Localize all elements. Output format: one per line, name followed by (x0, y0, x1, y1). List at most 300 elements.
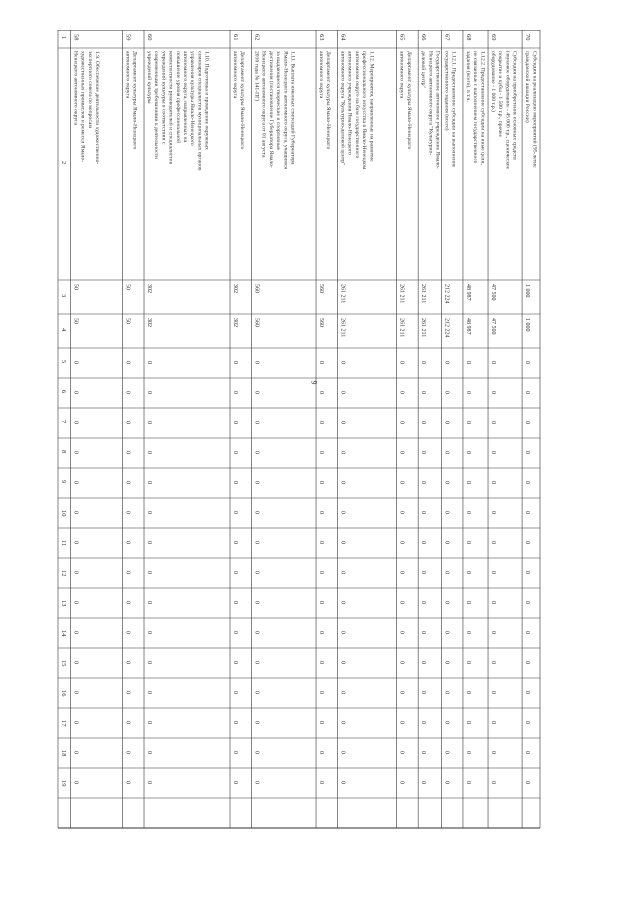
value-zero: 0 (253, 631, 260, 634)
value-zero: 0 (72, 361, 79, 364)
row-name-line: автономного округа (398, 51, 405, 99)
rotated-budget-table (52, 30, 546, 880)
value-zero: 0 (232, 691, 239, 694)
value-zero: 0 (398, 571, 405, 574)
row-name-line: Департамент культуры Ямало-Ненецкого (239, 51, 246, 150)
value-zero: 0 (443, 541, 450, 544)
value-zero: 0 (253, 691, 260, 694)
value-zero: 0 (524, 691, 531, 694)
value-zero: 0 (420, 691, 427, 694)
row-number: 63 (318, 34, 326, 41)
row-name-line: 1.9. Обеспечение деятельности художественно- (94, 51, 101, 165)
column-header-7: 7 (60, 420, 67, 424)
value-col-3: 50 (72, 284, 79, 290)
value-zero: 0 (490, 631, 497, 634)
value-zero: 0 (524, 721, 531, 724)
value-zero: 0 (443, 391, 450, 394)
value-zero: 0 (253, 511, 260, 514)
value-zero: 0 (464, 751, 471, 754)
value-col-4: 302 (146, 318, 153, 327)
value-zero: 0 (464, 391, 471, 394)
value-zero: 0 (420, 631, 427, 634)
row-name-line: управления культуры Ямало-Ненецкого (189, 51, 196, 146)
value-zero: 0 (464, 661, 471, 664)
value-zero: 0 (464, 541, 471, 544)
value-zero: 0 (146, 601, 153, 604)
value-zero: 0 (72, 631, 79, 634)
value-zero: 0 (524, 571, 531, 574)
value-zero: 0 (339, 601, 346, 604)
value-zero: 0 (72, 691, 79, 694)
value-zero: 0 (443, 601, 450, 604)
row-number: 70 (524, 34, 532, 41)
row-name-line: автономного округа, направленных на (182, 51, 189, 143)
value-zero: 0 (490, 691, 497, 694)
value-zero: 0 (339, 631, 346, 634)
value-zero: 0 (318, 751, 325, 754)
value-zero: 0 (524, 391, 531, 394)
row-name-line: 1.12.2. Предоставление субсидии на иные цели, (479, 51, 486, 165)
value-zero: 0 (146, 481, 153, 484)
row-name-line: 2016 года № 141-ПГ) (253, 51, 260, 102)
value-zero: 0 (443, 361, 450, 364)
value-zero: 0 (420, 721, 427, 724)
value-zero: 0 (398, 721, 405, 724)
value-zero: 0 (420, 661, 427, 664)
value-zero: 0 (318, 631, 325, 634)
row-name-line: достижения (постановление Губернатора Ямало- (267, 51, 274, 168)
row-name-line: 1.10. Подготовка и проведение окружных (203, 51, 210, 150)
value-col-3: 302 (146, 284, 153, 293)
row-name-line: автономного округа "Культурно-деловой центр" (339, 51, 346, 166)
row-name-line: экспертного совета по вопросам (86, 51, 93, 128)
value-zero: 0 (72, 721, 79, 724)
value-zero: 0 (253, 541, 260, 544)
value-zero: 0 (490, 571, 497, 574)
value-zero: 0 (72, 751, 79, 754)
value-zero: 0 (339, 451, 346, 454)
value-zero: 0 (72, 781, 79, 784)
value-col-4: 212 224 (443, 318, 450, 338)
value-zero: 0 (124, 511, 131, 514)
value-zero: 0 (253, 391, 260, 394)
value-col-3: 1 000 (524, 284, 531, 298)
row-number: 60 (146, 34, 154, 41)
value-zero: 0 (253, 481, 260, 484)
value-zero: 0 (339, 781, 346, 784)
value-zero: 0 (124, 451, 131, 454)
value-zero: 0 (124, 421, 131, 424)
value-zero: 0 (146, 391, 153, 394)
row-name-line: автономном округе на базе государственного (353, 51, 360, 159)
row-name-line: учреждений культуры в соответствии с (160, 51, 167, 145)
value-zero: 0 (339, 481, 346, 484)
row-number: 61 (232, 34, 240, 41)
column-header-8: 8 (60, 450, 67, 454)
value-zero: 0 (72, 421, 79, 424)
column-header-4: 4 (60, 328, 67, 332)
value-zero: 0 (524, 451, 531, 454)
value-zero: 0 (398, 481, 405, 484)
value-col-4: 50 (72, 318, 79, 324)
value-zero: 0 (398, 661, 405, 664)
value-col-4: 50 (124, 318, 131, 324)
value-zero: 0 (464, 631, 471, 634)
row-name-line: Департамент культуры Ямало-Ненецкого (131, 51, 138, 150)
value-zero: 0 (253, 451, 260, 454)
row-name-line: Ненецкого автономного округа "Культурно- (427, 51, 434, 156)
value-zero: 0 (524, 751, 531, 754)
value-zero: 0 (318, 601, 325, 604)
value-zero: 0 (318, 691, 325, 694)
page-number: 9 (309, 380, 319, 385)
row-name-line: Департамент культуры Ямало-Ненецкого (325, 51, 332, 150)
row-name-line: задания (всего), в т.ч. (464, 51, 471, 102)
row-number: 68 (464, 34, 472, 41)
column-header-10: 10 (60, 510, 67, 517)
column-header-1: 1 (60, 36, 67, 40)
value-zero: 0 (253, 421, 260, 424)
value-zero: 0 (146, 451, 153, 454)
row-name-line: за выдающиеся творческие и спортивные (275, 51, 282, 151)
value-col-4: 48 987 (464, 318, 471, 335)
row-name-line: деловой центр" (420, 51, 427, 88)
row-name-line: современными требованиями к деятельности (153, 51, 160, 160)
column-header-12: 12 (60, 570, 67, 577)
value-zero: 0 (524, 781, 531, 784)
value-zero: 0 (490, 481, 497, 484)
value-zero: 0 (72, 391, 79, 394)
value-zero: 0 (420, 751, 427, 754)
value-zero: 0 (490, 361, 497, 364)
value-zero: 0 (443, 661, 450, 664)
value-zero: 0 (146, 631, 153, 634)
column-header-14: 14 (60, 630, 67, 637)
row-name-line: покрытие и кубы - 1 500 т.р., прочее (497, 51, 504, 138)
value-zero: 0 (72, 511, 79, 514)
value-zero: 0 (443, 631, 450, 634)
value-zero: 0 (232, 571, 239, 574)
value-zero: 0 (398, 781, 405, 784)
value-zero: 0 (232, 631, 239, 634)
value-col-4: 560 (318, 318, 325, 327)
row-name-line: повышение уровня профессиональной (174, 51, 181, 144)
row-name-line: автономного округа (318, 51, 325, 99)
value-zero: 0 (524, 661, 531, 664)
value-col-4: 302 (232, 318, 239, 327)
row-name-line: Ямало-Ненецкого автономного округа, учащимся (282, 51, 289, 169)
column-header-19: 19 (60, 780, 67, 787)
value-col-3: 212 224 (443, 284, 450, 304)
value-zero: 0 (253, 601, 260, 604)
value-zero: 0 (490, 511, 497, 514)
value-zero: 0 (72, 541, 79, 544)
row-number: 69 (490, 34, 498, 41)
row-name-line: учреждений культуры (146, 51, 153, 104)
value-zero: 0 (490, 601, 497, 604)
value-zero: 0 (420, 361, 427, 364)
row-name-line: Субсидия на реализацию мероприятий (95-летие (531, 51, 538, 168)
value-zero: 0 (232, 391, 239, 394)
value-zero: 0 (318, 391, 325, 394)
row-name-line: Ненецкого автономного округа от 01 августа (260, 51, 267, 158)
value-col-4: 47 500 (490, 318, 497, 335)
value-zero: 0 (490, 661, 497, 664)
value-zero: 0 (253, 361, 260, 364)
value-col-3: 47 500 (490, 284, 497, 301)
value-zero: 0 (420, 421, 427, 424)
value-zero: 0 (232, 721, 239, 724)
column-header-9: 9 (60, 480, 67, 484)
column-header-11: 11 (60, 540, 67, 547)
value-zero: 0 (398, 631, 405, 634)
value-zero: 0 (339, 751, 346, 754)
value-zero: 0 (398, 751, 405, 754)
value-zero: 0 (464, 361, 471, 364)
column-header-17: 17 (60, 720, 67, 727)
value-zero: 0 (443, 751, 450, 754)
column-header-15: 15 (60, 660, 67, 667)
value-zero: 0 (490, 421, 497, 424)
value-zero: 0 (490, 541, 497, 544)
row-number: 64 (339, 34, 347, 41)
value-zero: 0 (146, 661, 153, 664)
value-col-3: 261 211 (398, 284, 405, 304)
column-header-2: 2 (60, 161, 67, 165)
value-zero: 0 (232, 481, 239, 484)
row-name-line: семинаров специалистов муниципальных органов (196, 51, 203, 171)
value-zero: 0 (339, 571, 346, 574)
row-number: 65 (398, 34, 406, 41)
row-name-line: Субсидия на приобретение основных средств (511, 51, 518, 160)
value-zero: 0 (124, 781, 131, 784)
value-zero: 0 (124, 631, 131, 634)
value-zero: 0 (464, 781, 471, 784)
value-zero: 0 (72, 601, 79, 604)
value-zero: 0 (420, 541, 427, 544)
value-zero: 0 (398, 451, 405, 454)
column-header-13: 13 (60, 600, 67, 607)
value-zero: 0 (339, 391, 346, 394)
value-zero: 0 (318, 511, 325, 514)
value-zero: 0 (443, 421, 450, 424)
row-number: 58 (72, 34, 80, 41)
value-zero: 0 (443, 721, 450, 724)
value-zero: 0 (524, 601, 531, 604)
value-zero: 0 (464, 481, 471, 484)
value-zero: 0 (146, 361, 153, 364)
value-zero: 0 (124, 721, 131, 724)
row-name-line: автономного округа (232, 51, 239, 99)
column-header-6: 6 (60, 390, 67, 394)
row-number: 62 (253, 34, 261, 41)
value-zero: 0 (253, 661, 260, 664)
value-zero: 0 (232, 421, 239, 424)
value-zero: 0 (124, 601, 131, 604)
row-name-line: (звуковое оборудование - 45 000 т.р., сценическое (504, 51, 511, 170)
value-zero: 0 (318, 661, 325, 664)
value-zero: 0 (232, 661, 239, 664)
value-zero: 0 (146, 571, 153, 574)
row-name-line: профессионального искусства в Ямало-Ненецком (361, 51, 368, 170)
row-name-line: компетентности руководителей и специалистов (167, 51, 174, 165)
row-name-line: 1.12.1. Предоставление субсидии на выполнение (450, 51, 457, 168)
value-zero: 0 (398, 511, 405, 514)
value-zero: 0 (318, 541, 325, 544)
value-zero: 0 (318, 721, 325, 724)
value-col-4: 560 (253, 318, 260, 327)
value-col-4: 1 000 (524, 318, 531, 332)
value-zero: 0 (339, 721, 346, 724)
value-zero: 0 (339, 541, 346, 544)
value-zero: 0 (490, 451, 497, 454)
value-zero: 0 (464, 421, 471, 424)
row-number: 59 (124, 34, 132, 41)
table-canvas (52, 30, 546, 880)
value-zero: 0 (232, 511, 239, 514)
value-zero: 0 (146, 781, 153, 784)
value-zero: 0 (398, 541, 405, 544)
column-header-18: 18 (60, 750, 67, 757)
value-zero: 0 (443, 451, 450, 454)
value-zero: 0 (524, 511, 531, 514)
value-zero: 0 (420, 481, 427, 484)
value-zero: 0 (339, 361, 346, 364)
value-zero: 0 (72, 661, 79, 664)
value-zero: 0 (420, 781, 427, 784)
value-col-3: 261 211 (420, 284, 427, 304)
value-zero: 0 (232, 781, 239, 784)
value-zero: 0 (398, 421, 405, 424)
value-zero: 0 (420, 451, 427, 454)
value-zero: 0 (420, 571, 427, 574)
row-name-line: 1.11. Выплата именных стипендий Губернатора (289, 51, 296, 165)
value-zero: 0 (490, 781, 497, 784)
value-zero: 0 (124, 661, 131, 664)
row-name-line: Ненецкого автономного округа (72, 51, 79, 125)
value-zero: 0 (490, 721, 497, 724)
value-zero: 0 (318, 451, 325, 454)
value-zero: 0 (318, 421, 325, 424)
value-col-3: 560 (253, 284, 260, 293)
value-zero: 0 (420, 511, 427, 514)
value-col-4: 261 211 (420, 318, 427, 338)
value-zero: 0 (124, 691, 131, 694)
value-zero: 0 (253, 751, 260, 754)
value-zero: 0 (253, 781, 260, 784)
value-zero: 0 (339, 511, 346, 514)
value-zero: 0 (464, 601, 471, 604)
value-zero: 0 (124, 391, 131, 394)
value-zero: 0 (464, 691, 471, 694)
value-zero: 0 (339, 691, 346, 694)
value-zero: 0 (124, 571, 131, 574)
value-zero: 0 (524, 421, 531, 424)
value-zero: 0 (146, 691, 153, 694)
row-name-line: оборудование - 1 000 т.р.) (490, 51, 497, 112)
value-zero: 0 (398, 691, 405, 694)
column-header-16: 16 (60, 690, 67, 697)
value-zero: 0 (146, 751, 153, 754)
value-zero: 0 (72, 451, 79, 454)
row-name-line: государственного задания (всего) (443, 51, 450, 131)
row-name-line: не связанные с выполнением государственного (472, 51, 479, 164)
value-col-3: 560 (318, 284, 325, 293)
value-col-3: 261 211 (339, 284, 346, 304)
value-col-3: 302 (232, 284, 239, 293)
row-name-line: Государственное автономное учреждение Ямало- (434, 51, 441, 169)
row-number: 67 (443, 34, 451, 41)
value-zero: 0 (124, 481, 131, 484)
value-zero: 0 (146, 721, 153, 724)
value-zero: 0 (124, 751, 131, 754)
value-zero: 0 (232, 451, 239, 454)
value-zero: 0 (318, 361, 325, 364)
column-header-5: 5 (60, 360, 67, 364)
value-zero: 0 (232, 541, 239, 544)
value-zero: 0 (420, 601, 427, 604)
value-zero: 0 (146, 541, 153, 544)
value-zero: 0 (443, 781, 450, 784)
value-col-4: 261 211 (339, 318, 346, 338)
value-zero: 0 (318, 571, 325, 574)
row-name-line: автономного округа (124, 51, 131, 99)
value-col-3: 50 (124, 284, 131, 290)
row-name-line: гражданской авиации России) (524, 51, 531, 123)
value-zero: 0 (253, 571, 260, 574)
value-zero: 0 (443, 511, 450, 514)
value-zero: 0 (443, 691, 450, 694)
value-zero: 0 (253, 721, 260, 724)
value-zero: 0 (420, 391, 427, 394)
value-zero: 0 (72, 481, 79, 484)
value-zero: 0 (72, 571, 79, 574)
value-zero: 0 (398, 361, 405, 364)
value-zero: 0 (464, 571, 471, 574)
row-name-line: 1.12. Мероприятия, направленные на развитие (368, 51, 375, 162)
value-col-3: 48 987 (464, 284, 471, 301)
row-number: 66 (420, 34, 428, 41)
value-zero: 0 (232, 751, 239, 754)
value-zero: 0 (146, 421, 153, 424)
value-zero: 0 (232, 601, 239, 604)
value-zero: 0 (464, 721, 471, 724)
value-zero: 0 (464, 451, 471, 454)
value-zero: 0 (524, 481, 531, 484)
value-zero: 0 (464, 511, 471, 514)
row-name-line: Департамент культуры Ямало-Ненецкого (405, 51, 412, 150)
value-zero: 0 (443, 481, 450, 484)
value-col-4: 261 211 (398, 318, 405, 338)
value-zero: 0 (398, 391, 405, 394)
value-zero: 0 (443, 571, 450, 574)
row-name-line: художественных промыслов и ремесел Ямало- (79, 51, 86, 163)
value-zero: 0 (524, 541, 531, 544)
value-zero: 0 (524, 631, 531, 634)
value-zero: 0 (339, 421, 346, 424)
column-header-3: 3 (60, 294, 67, 298)
row-name-line: автономного учреждения Ямало-Ненецкого (346, 51, 353, 155)
value-zero: 0 (146, 511, 153, 514)
value-zero: 0 (339, 661, 346, 664)
value-zero: 0 (398, 601, 405, 604)
value-zero: 0 (232, 361, 239, 364)
value-zero: 0 (124, 541, 131, 544)
value-zero: 0 (524, 361, 531, 364)
value-zero: 0 (318, 781, 325, 784)
value-zero: 0 (318, 481, 325, 484)
value-zero: 0 (124, 361, 131, 364)
